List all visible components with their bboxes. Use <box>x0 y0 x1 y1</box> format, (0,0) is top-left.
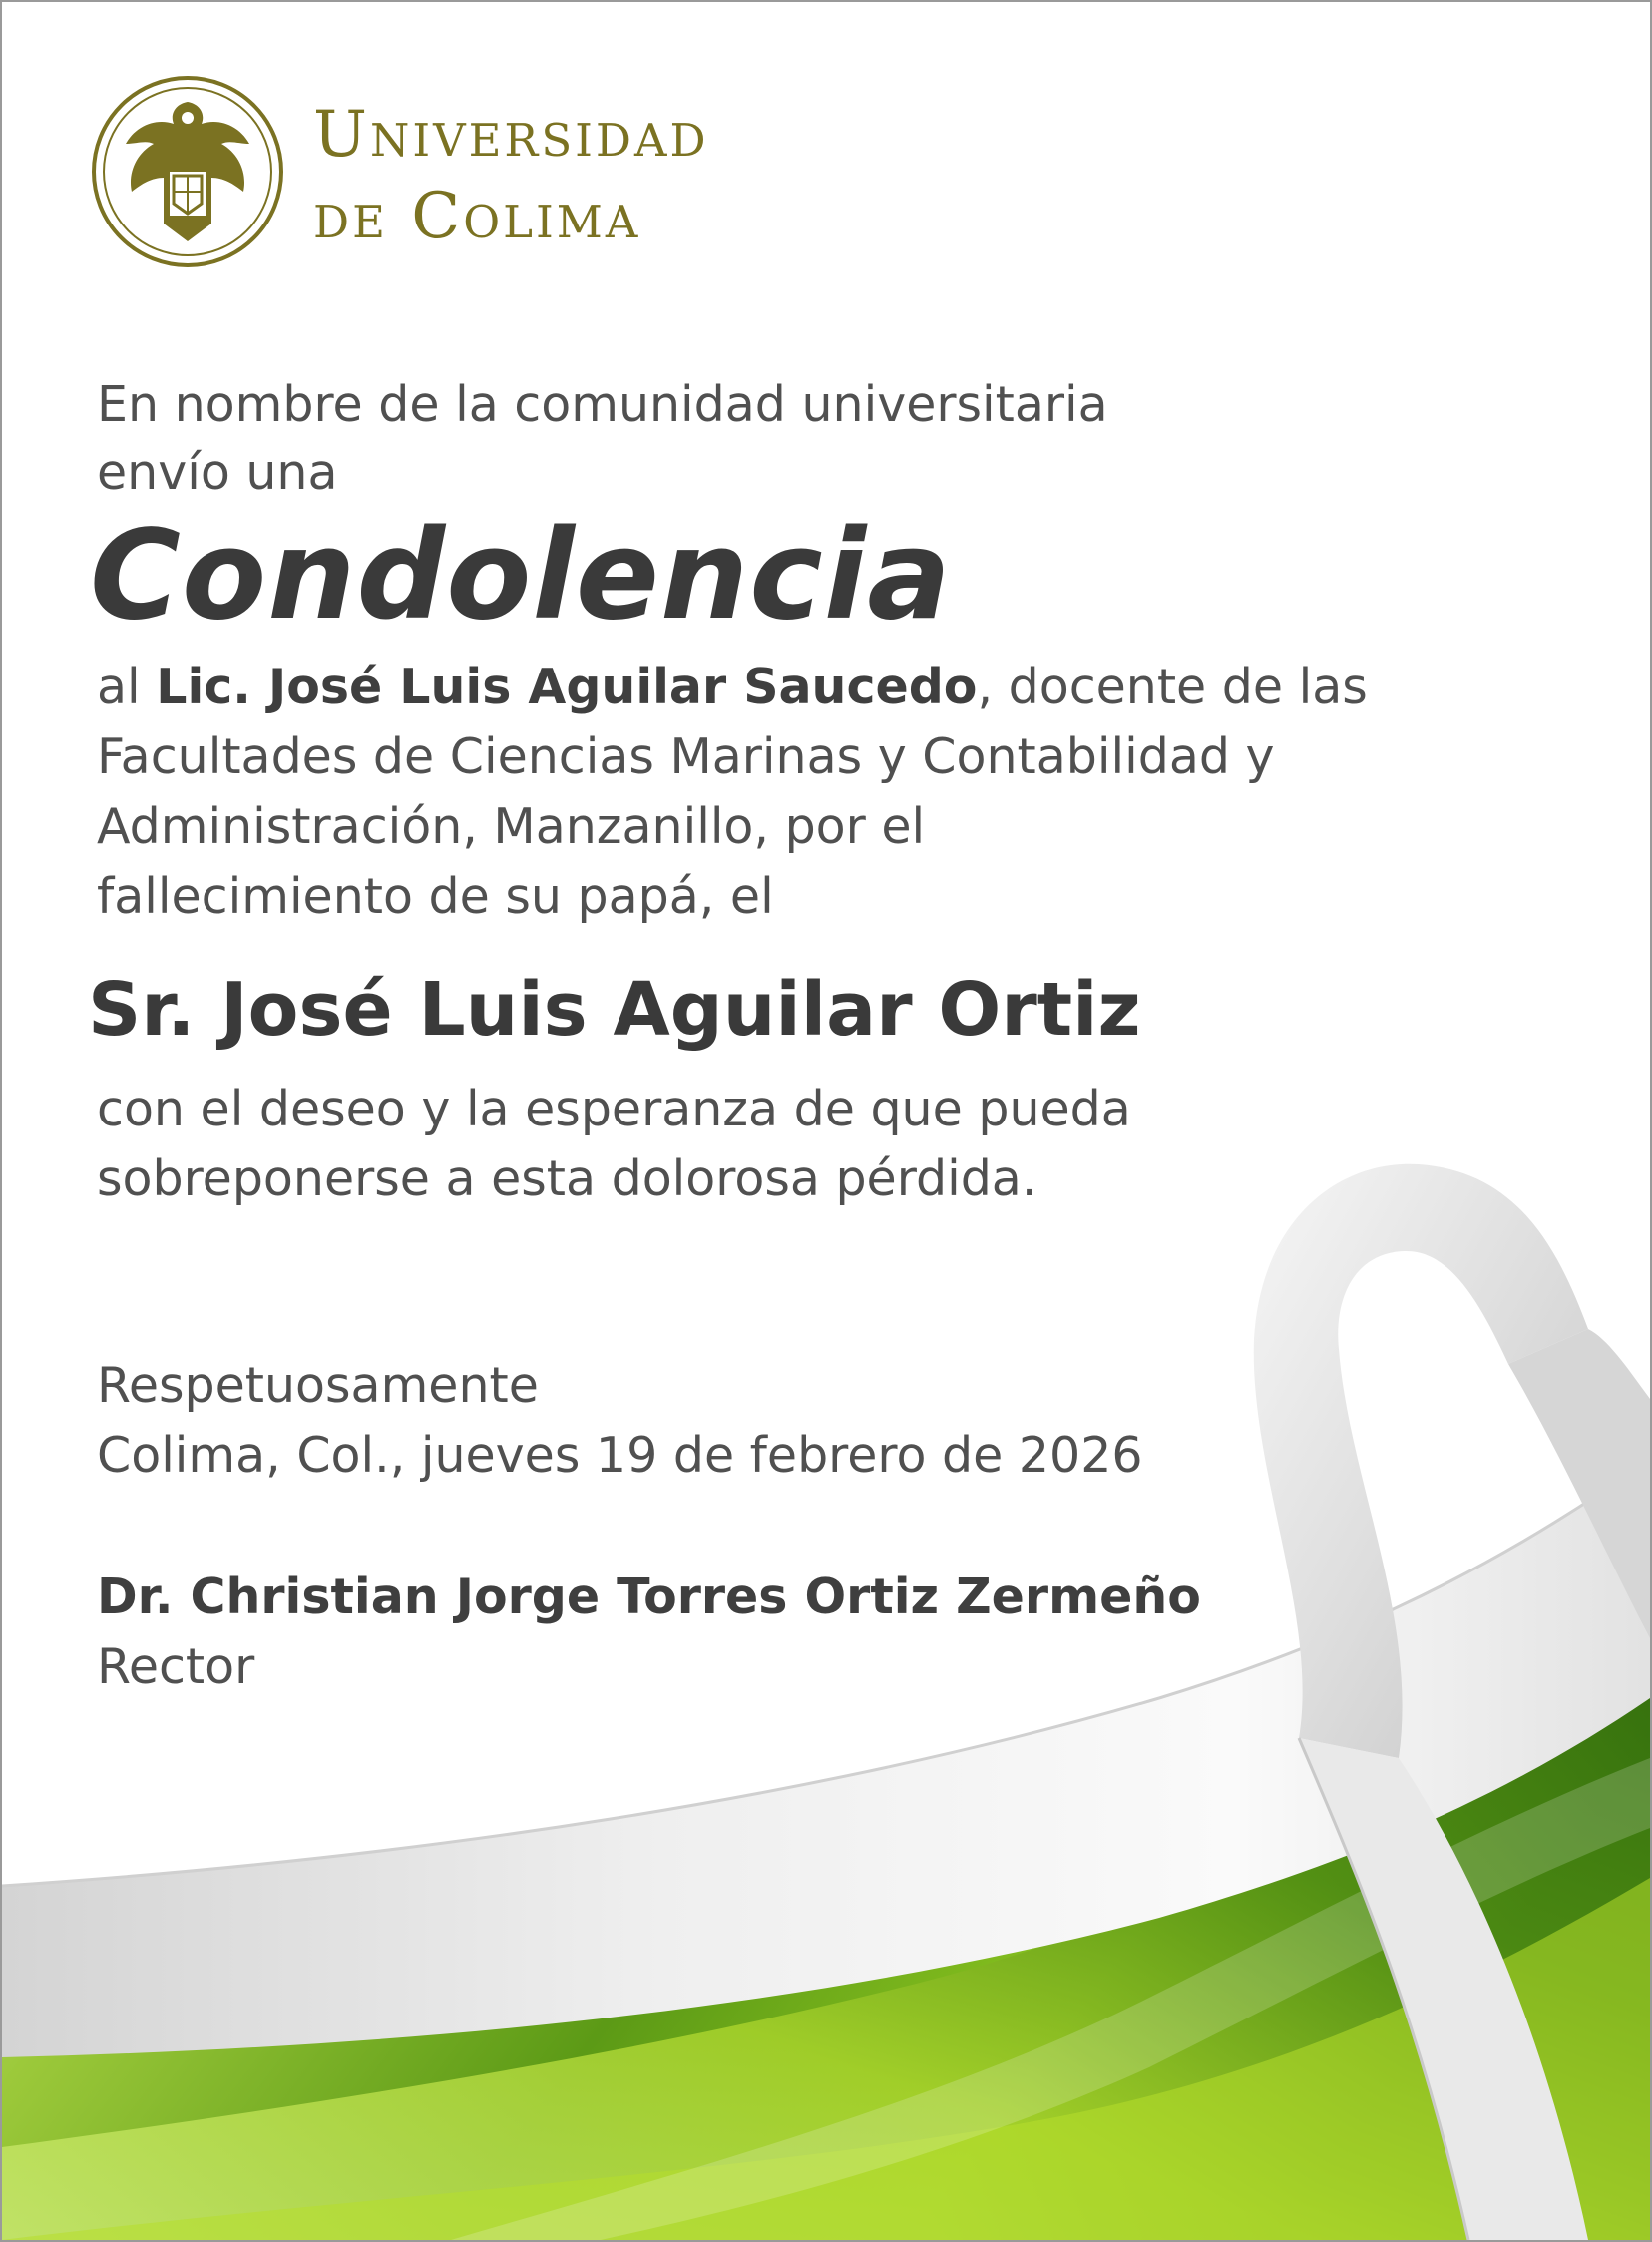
deceased-name: Sr. José Luis Aguilar Ortiz <box>88 967 1141 1053</box>
signer-name: Dr. Christian Jorge Torres Ortiz Zermeño <box>97 1569 1201 1625</box>
page-title: Condolencia <box>90 504 952 648</box>
intro-line: envío una <box>97 444 338 501</box>
wish-line: sobreponerse a esta dolorosa pérdida. <box>97 1150 1037 1207</box>
university-name-line2: de Colima <box>313 180 641 253</box>
university-name-line1: Universidad <box>313 98 709 172</box>
paragraph-line: fallecimiento de su papá, el <box>97 868 774 925</box>
closing-place-date: Colima, Col., jueves 19 de febrero de 2026 <box>97 1427 1143 1484</box>
signature-block <box>97 1563 1201 1702</box>
paragraph-post: , docente de las <box>977 659 1368 715</box>
paragraph-line: Administración, Manzanillo, por el <box>97 798 926 855</box>
paragraph-line: Facultades de Ciencias Marinas y Contabilidad y <box>97 728 1275 785</box>
signer-role: Rector <box>97 1638 255 1695</box>
intro-text <box>97 371 1108 507</box>
intro-line: En nombre de la comunidad universitaria <box>97 376 1108 433</box>
wish-text <box>97 1075 1131 1214</box>
wish-line: con el deseo y la esperanza de que pueda <box>97 1081 1131 1137</box>
university-wordmark <box>313 94 709 257</box>
closing-salutation: Respetuosamente <box>97 1357 539 1414</box>
honoree-name: Lic. José Luis Aguilar Saucedo <box>156 659 978 715</box>
paragraph-pre: al <box>97 659 157 715</box>
condolence-paragraph <box>97 653 1368 932</box>
paragraph-line <box>97 653 1368 722</box>
closing-block <box>97 1351 1143 1491</box>
university-seal-logo <box>90 74 285 269</box>
